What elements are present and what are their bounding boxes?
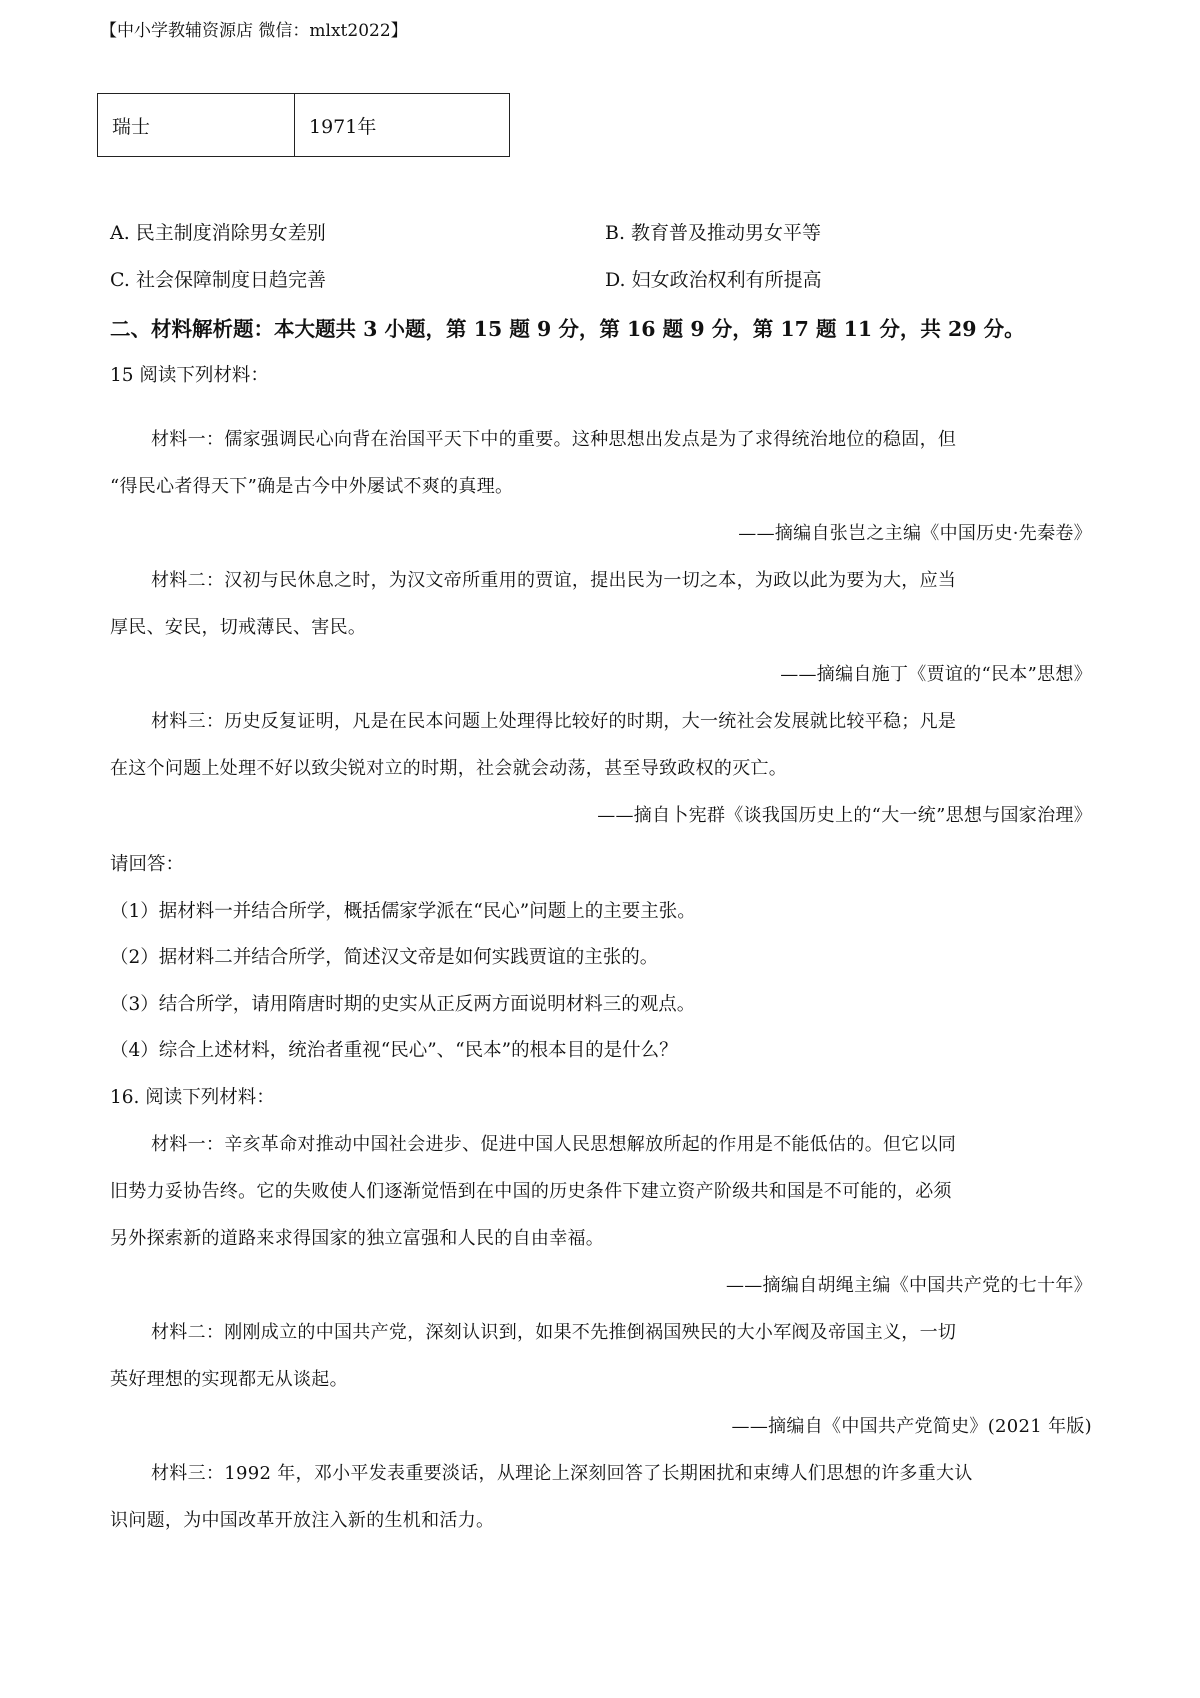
q15-material1-source: ——摘编自张岂之主编《中国历史·先秦卷》 (738, 523, 1092, 544)
q15-material2-line1: 材料二：汉初与民休息之时，为汉文帝所重用的贾谊，提出民为一切之本，为政以此为要为大，应当 (151, 570, 957, 591)
page-header: 【中小学教辅资源店 微信：mlxt2022】 (100, 21, 408, 41)
option-c: C. 社会保障制度日趋完善 (110, 269, 326, 291)
q16-material3-line1: 材料三：1992 年，邓小平发表重要淡话，从理论上深刻回答了长期困扰和束缚人们思想的许多重大认 (151, 1463, 973, 1484)
section-title: 二、材料解析题：本大题共 3 小题，第 15 题 9 分，第 16 题 9 分，第 17 题 11 分，共 29 分。 (110, 317, 1025, 341)
table-cell-year: 1971年 (295, 94, 510, 157)
data-table (97, 93, 510, 157)
q15-material3-line1: 材料三：历史反复证明，凡是在民本问题上处理得比较好的时期，大一统社会发展就比较平稳；凡是 (151, 711, 957, 732)
q15-material2-source: ——摘编自施丁《贾谊的“民本”思想》 (780, 664, 1092, 685)
q15-subquestion-1: （1）据材料一并结合所学，概括儒家学派在“民心”问题上的主要主张。 (110, 901, 696, 922)
option-a: A. 民主制度消除男女差别 (110, 222, 326, 244)
table-row (98, 94, 510, 157)
q16-title: 16. 阅读下列材料： (110, 1087, 275, 1108)
q15-subquestion-4: （4）综合上述材料，统治者重视“民心”、“民本”的根本目的是什么？ (110, 1040, 678, 1061)
q15-subquestion-3: （3）结合所学，请用隋唐时期的史实从正反两方面说明材料三的观点。 (110, 994, 696, 1015)
option-b: B. 教育普及推动男女平等 (605, 222, 822, 244)
q15-material2-line2: 厚民、安民，切戒薄民、害民。 (110, 617, 367, 638)
table-cell-country: 瑞士 (98, 94, 295, 157)
q15-material1-line1: 材料一：儒家强调民心向背在治国平天下中的重要。这种思想出发点是为了求得统治地位的稳固，但 (151, 429, 957, 450)
q15-subquestion-2: （2）据材料二并结合所学，简述汉文帝是如何实践贾谊的主张的。 (110, 947, 659, 968)
q15-material3-source: ——摘自卜宪群《谈我国历史上的“大一统”思想与国家治理》 (597, 805, 1092, 826)
q15-material3-line2: 在这个问题上处理不好以致尖锐对立的时期，社会就会动荡，甚至导致政权的灭亡。 (110, 758, 788, 779)
option-d: D. 妇女政治权利有所提高 (605, 269, 822, 291)
q16-material3-line2: 识问题，为中国改革开放注入新的生机和活力。 (110, 1510, 495, 1531)
q16-material2-line1: 材料二：刚刚成立的中国共产党，深刻认识到，如果不先推倒祸国殃民的大小军阀及帝国主义，一切 (151, 1322, 957, 1343)
q16-material1-line3: 另外探索新的道路来求得国家的独立富强和人民的自由幸福。 (110, 1228, 605, 1249)
q15-title: 15 阅读下列材料： (110, 365, 269, 386)
q15-prompt: 请回答： (110, 854, 185, 875)
q15-material1-line2: “得民心者得天下”确是古今中外屡试不爽的真理。 (110, 476, 514, 497)
q16-material1-source: ——摘编自胡绳主编《中国共产党的七十年》 (726, 1275, 1092, 1296)
q16-material2-line2: 英好理想的实现都无从谈起。 (110, 1369, 348, 1390)
q16-material2-source: ——摘编自《中国共产党简史》(2021 年版) (731, 1416, 1092, 1437)
q16-material1-line1: 材料一：辛亥革命对推动中国社会进步、促进中国人民思想解放所起的作用是不能低估的。但它以同 (151, 1134, 957, 1155)
q16-material1-line2: 旧势力妥协告终。它的失败使人们逐渐觉悟到在中国的历史条件下建立资产阶级共和国是不可能的，必须 (110, 1181, 952, 1202)
